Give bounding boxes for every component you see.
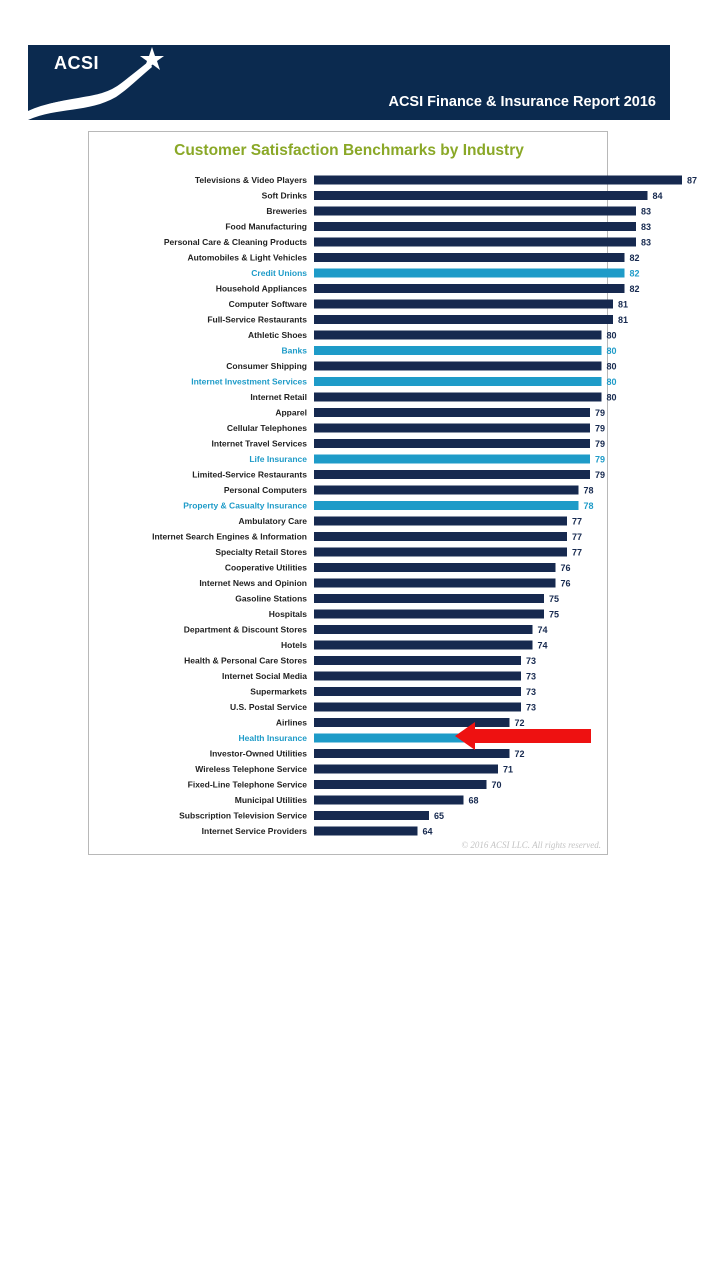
- value-label: 82: [629, 253, 640, 263]
- value-label: 83: [641, 222, 652, 232]
- bar: [314, 486, 579, 495]
- category-label: Breweries: [266, 206, 307, 216]
- value-label: 76: [560, 563, 571, 573]
- value-label: 79: [595, 423, 606, 434]
- bar: [314, 548, 567, 557]
- acsi-logo-text: ACSI: [54, 53, 100, 73]
- category-label: Personal Computers: [223, 485, 307, 495]
- bar: [314, 470, 590, 479]
- value-label: 78: [583, 501, 594, 511]
- value-label: 77: [572, 547, 583, 558]
- value-label: 80: [606, 377, 617, 387]
- bar: [314, 408, 590, 417]
- value-label: 73: [526, 656, 537, 666]
- category-label: Subscription Television Service: [179, 810, 307, 821]
- category-label: Hotels: [281, 640, 307, 650]
- value-label: 87: [687, 175, 698, 186]
- value-label: 65: [434, 811, 445, 821]
- bar: [314, 765, 498, 774]
- left-arrow-icon: [455, 722, 595, 750]
- bar: [314, 269, 625, 278]
- value-label: 79: [595, 439, 606, 449]
- bar: [314, 377, 602, 386]
- category-label: Full-Service Restaurants: [207, 314, 307, 325]
- value-label: 77: [572, 516, 583, 527]
- category-label: Consumer Shipping: [226, 361, 307, 371]
- category-label: Cellular Telephones: [226, 423, 307, 433]
- bar: [314, 749, 510, 758]
- category-label: Food Manufacturing: [225, 221, 307, 232]
- category-label: Gasoline Stations: [235, 593, 307, 604]
- bar: [314, 253, 625, 262]
- chart-title: Customer Satisfaction Benchmarks by Industry: [174, 142, 524, 159]
- category-label: Internet Social Media: [221, 671, 307, 681]
- value-label: 75: [549, 609, 560, 620]
- bar: [314, 191, 648, 200]
- category-label: Banks: [281, 345, 307, 356]
- bar: [314, 238, 636, 247]
- value-label: 82: [629, 268, 640, 279]
- bar: [314, 517, 567, 526]
- category-label: Personal Care & Cleaning Products: [163, 237, 307, 247]
- value-label: 83: [641, 237, 652, 248]
- value-label: 71: [503, 764, 514, 775]
- bar: [314, 625, 533, 634]
- category-label: Credit Unions: [251, 268, 307, 278]
- value-label: 79: [595, 470, 606, 480]
- value-label: 81: [618, 299, 629, 310]
- value-label: 68: [468, 795, 479, 806]
- value-label: 80: [606, 346, 617, 356]
- category-label: Household Appliances: [215, 283, 307, 294]
- bar: [314, 672, 521, 681]
- category-label: Ambulatory Care: [238, 516, 307, 526]
- bar: [314, 284, 625, 293]
- value-label: 78: [583, 485, 594, 496]
- bar: [314, 424, 590, 433]
- category-label: Internet Search Engines & Information: [152, 531, 307, 542]
- category-label: Internet Service Providers: [201, 826, 307, 836]
- category-label: Athletic Shoes: [247, 330, 307, 340]
- category-label: Life Insurance: [249, 454, 307, 464]
- value-label: 79: [595, 408, 606, 418]
- category-label: Televisions & Video Players: [194, 175, 307, 185]
- bar: [314, 455, 590, 464]
- value-label: 64: [422, 826, 433, 837]
- bar: [314, 501, 579, 510]
- category-label: Supermarkets: [250, 686, 307, 697]
- category-label: Specialty Retail Stores: [215, 547, 307, 557]
- value-label: 70: [491, 780, 502, 790]
- category-label: Health & Personal Care Stores: [184, 655, 307, 666]
- bar: [314, 687, 521, 696]
- bar: [314, 207, 636, 216]
- bar: [314, 827, 418, 836]
- value-label: 72: [514, 749, 525, 759]
- value-label: 84: [652, 191, 663, 201]
- category-label: Computer Software: [228, 299, 307, 309]
- copyright-notice: © 2016 ACSI LLC. All rights reserved.: [461, 840, 601, 850]
- bar: [314, 346, 602, 355]
- value-label: 73: [526, 671, 537, 682]
- bar: [314, 222, 636, 231]
- category-label: Municipal Utilities: [234, 795, 307, 805]
- value-label: 73: [526, 702, 537, 713]
- category-label: Health Insurance: [238, 733, 307, 743]
- bar: [314, 656, 521, 665]
- value-label: 76: [560, 578, 571, 589]
- bar: [314, 362, 602, 371]
- bar: [314, 315, 613, 324]
- category-label: Airlines: [275, 717, 307, 728]
- category-label: Wireless Telephone Service: [195, 764, 307, 774]
- category-label: Automobiles & Light Vehicles: [187, 252, 307, 263]
- value-label: 74: [537, 640, 548, 651]
- category-label: Internet News and Opinion: [199, 578, 307, 588]
- bar: [314, 300, 613, 309]
- bar: [314, 532, 567, 541]
- bar: [314, 641, 533, 650]
- bar: [314, 331, 602, 340]
- value-label: 80: [606, 361, 617, 372]
- value-label: 77: [572, 532, 583, 542]
- value-label: 74: [537, 625, 548, 635]
- category-label: Internet Travel Services: [211, 438, 307, 449]
- category-label: Cooperative Utilities: [224, 562, 307, 573]
- bar: [314, 811, 429, 820]
- bar: [314, 563, 556, 572]
- bar: [314, 780, 487, 789]
- category-label: Limited-Service Restaurants: [192, 469, 307, 480]
- report-title: ACSI Finance & Insurance Report 2016: [388, 94, 656, 110]
- bar: [314, 393, 602, 402]
- bar: [314, 176, 682, 185]
- value-label: 80: [606, 392, 617, 403]
- bar: [314, 579, 556, 588]
- category-label: Hospitals: [268, 609, 307, 619]
- bar: [314, 594, 544, 603]
- category-label: Property & Casualty Insurance: [183, 500, 307, 511]
- value-label: 83: [641, 206, 652, 217]
- value-label: 72: [514, 718, 525, 728]
- category-label: Soft Drinks: [261, 190, 307, 201]
- category-label: Department & Discount Stores: [183, 624, 307, 635]
- category-label: Internet Investment Services: [191, 376, 307, 387]
- category-label: Internet Retail: [250, 392, 307, 402]
- bar: [314, 703, 521, 712]
- value-label: 75: [549, 594, 560, 604]
- category-label: U.S. Postal Service: [229, 702, 307, 712]
- bar: [314, 796, 464, 805]
- value-label: 82: [629, 284, 640, 294]
- category-label: Apparel: [275, 407, 307, 418]
- category-label: Investor-Owned Utilities: [209, 748, 307, 759]
- value-label: 81: [618, 315, 629, 325]
- value-label: 80: [606, 330, 617, 341]
- report-banner: [28, 45, 670, 120]
- bar: [314, 439, 590, 448]
- value-label: 73: [526, 687, 537, 697]
- category-label: Fixed-Line Telephone Service: [187, 779, 307, 790]
- value-label: 79: [595, 454, 606, 465]
- bar: [314, 610, 544, 619]
